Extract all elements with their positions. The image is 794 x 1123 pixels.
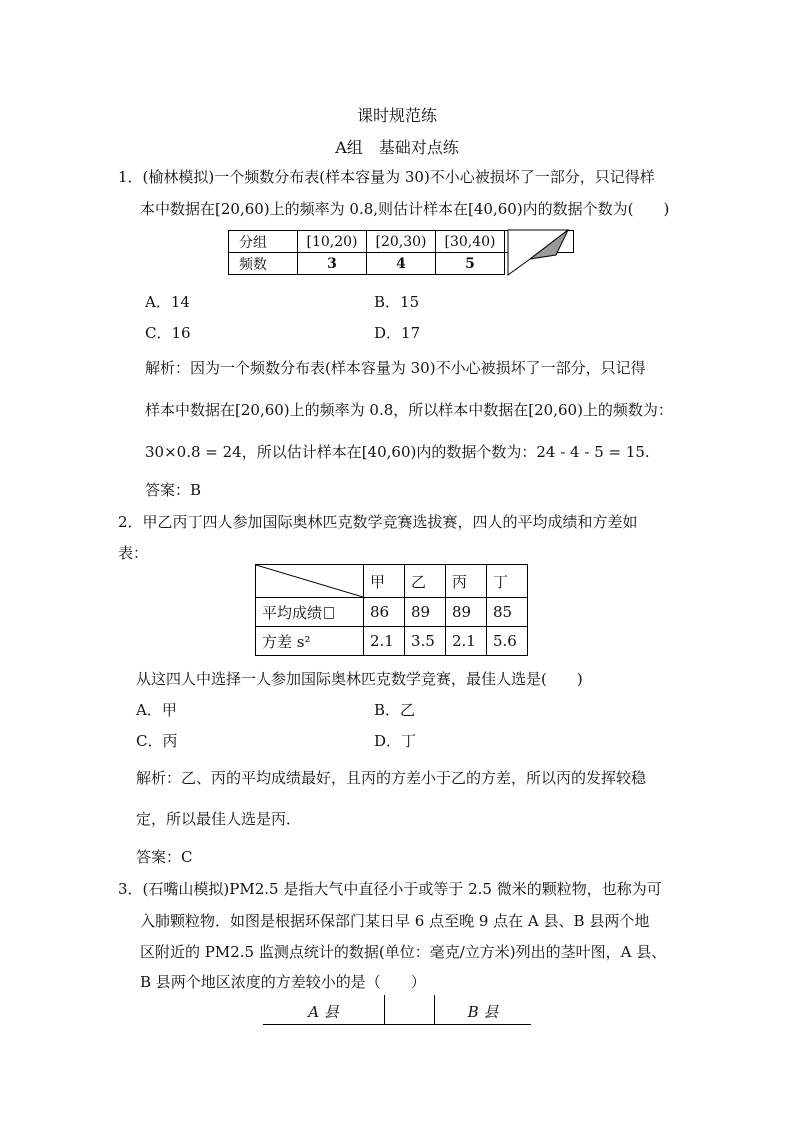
table-cell: 5 bbox=[436, 253, 505, 275]
analysis-text: 因为一个频数分布表(样本容量为 30)不小心被损坏了一部分，只记得 bbox=[190, 359, 646, 377]
analysis-label: 解析： bbox=[136, 769, 182, 787]
q1-analysis-line1 bbox=[145, 357, 646, 378]
q3-line4: B 县两个地区浓度的方差较小的是（ ） bbox=[140, 973, 426, 991]
q1-analysis-line3: 30×0.8 = 24，所以估计样本在[40,60)内的数据个数为：24 - 4 - 5 = 15. bbox=[145, 443, 650, 461]
q2-option-a: A．甲 bbox=[136, 701, 177, 719]
q2-option-b: B．乙 bbox=[374, 701, 416, 719]
q1-option-a: A．14 bbox=[145, 293, 190, 311]
table-row bbox=[256, 627, 528, 656]
q2-answer: 答案：C bbox=[136, 848, 193, 866]
stem-header-rule bbox=[263, 1024, 531, 1025]
page-title: 课时规范练 bbox=[356, 106, 437, 125]
q1-option-d: D．17 bbox=[374, 324, 421, 342]
table-cell: 85 bbox=[487, 598, 528, 627]
q2-option-c: C．丙 bbox=[136, 732, 178, 750]
q1-option-b: B．15 bbox=[374, 293, 420, 311]
diagonal-line-icon bbox=[256, 565, 363, 597]
table-cell: 2.1 bbox=[364, 627, 405, 656]
xbar-placeholder-icon bbox=[324, 607, 334, 619]
section-title: A组 基础对点练 bbox=[335, 138, 459, 157]
table-cell: 2.1 bbox=[446, 627, 487, 656]
stem-leaf-header bbox=[263, 995, 531, 1025]
table-cell: 频数 bbox=[229, 253, 298, 275]
q1-line2: 本中数据在[20,60)上的频率为 0.8,则估计样本在[40,60)内的数据个数为( ) bbox=[140, 200, 670, 218]
table-cell: [30,40) bbox=[436, 231, 505, 253]
q3-line1: 3．(石嘴山模拟)PM2.5 是指大气中直径小于或等于 2.5 微米的颗粒物，也称为可 bbox=[118, 880, 662, 898]
table-header: 甲 bbox=[364, 565, 405, 598]
stem-left-label: A 县 bbox=[308, 1003, 339, 1021]
analysis-text: 乙、丙的平均成绩最好，且丙的方差小于乙的方差，所以丙的发挥较稳 bbox=[181, 769, 647, 787]
table-cell: [20,30) bbox=[367, 231, 436, 253]
stem-right-label: B 县 bbox=[467, 1003, 499, 1021]
q1-answer: 答案：B bbox=[145, 481, 202, 499]
table-row-label: 方差 s² bbox=[256, 627, 364, 656]
table-header: 丙 bbox=[446, 565, 487, 598]
table-row-label bbox=[256, 598, 364, 627]
table-header: 丁 bbox=[487, 565, 528, 598]
q3-line2: 入肺颗粒物．如图是根据环保部门某日早 6 点至晚 9 点在 A 县、B 县两个地 bbox=[140, 912, 650, 930]
q2-question: 从这四人中选择一人参加国际奥林匹克数学竞赛，最佳人选是( ) bbox=[136, 670, 583, 688]
q2-analysis-line2: 定，所以最佳人选是丙． bbox=[136, 810, 302, 828]
table-cell: 4 bbox=[367, 253, 436, 275]
q1-analysis-line2: 样本中数据在[20,60)上的频率为 0.8，所以样本中数据在[20,60)上的频数为： bbox=[145, 401, 673, 419]
table-cell: 86 bbox=[364, 598, 405, 627]
q2-option-d: D．丁 bbox=[374, 732, 417, 750]
q2-line2: 表： bbox=[118, 544, 149, 562]
q2-table bbox=[255, 564, 528, 656]
q1-option-c: C．16 bbox=[145, 324, 191, 342]
table-cell: 89 bbox=[446, 598, 487, 627]
row-label-text: 平均成绩 bbox=[262, 603, 323, 622]
q3-line3: 区附近的 PM2.5 监测点统计的数据(单位：毫克/立方米)列出的茎叶图，A 县、 bbox=[140, 943, 667, 961]
torn-corner-icon bbox=[500, 229, 572, 277]
table-cell: 3 bbox=[298, 253, 367, 275]
table-cell: 分组 bbox=[229, 231, 298, 253]
q1-line1: 1．(榆林模拟)一个频数分布表(样本容量为 30)不小心被损坏了一部分，只记得样 bbox=[118, 168, 655, 186]
table-row bbox=[256, 598, 528, 627]
analysis-label: 解析： bbox=[145, 359, 191, 377]
q2-analysis-line1 bbox=[136, 767, 646, 788]
table-diagonal-cell bbox=[256, 565, 364, 598]
table-cell: 3.5 bbox=[405, 627, 446, 656]
q2-line1: 2．甲乙丙丁四人参加国际奥林匹克数学竞赛选拔赛，四人的平均成绩和方差如 bbox=[118, 513, 638, 531]
table-cell: 89 bbox=[405, 598, 446, 627]
table-cell: 5.6 bbox=[487, 627, 528, 656]
table-cell: [10,20) bbox=[298, 231, 367, 253]
q2-table-wrap bbox=[255, 564, 528, 656]
stem-divider-left bbox=[384, 995, 385, 1025]
table-header: 乙 bbox=[405, 565, 446, 598]
table-row bbox=[256, 565, 528, 598]
